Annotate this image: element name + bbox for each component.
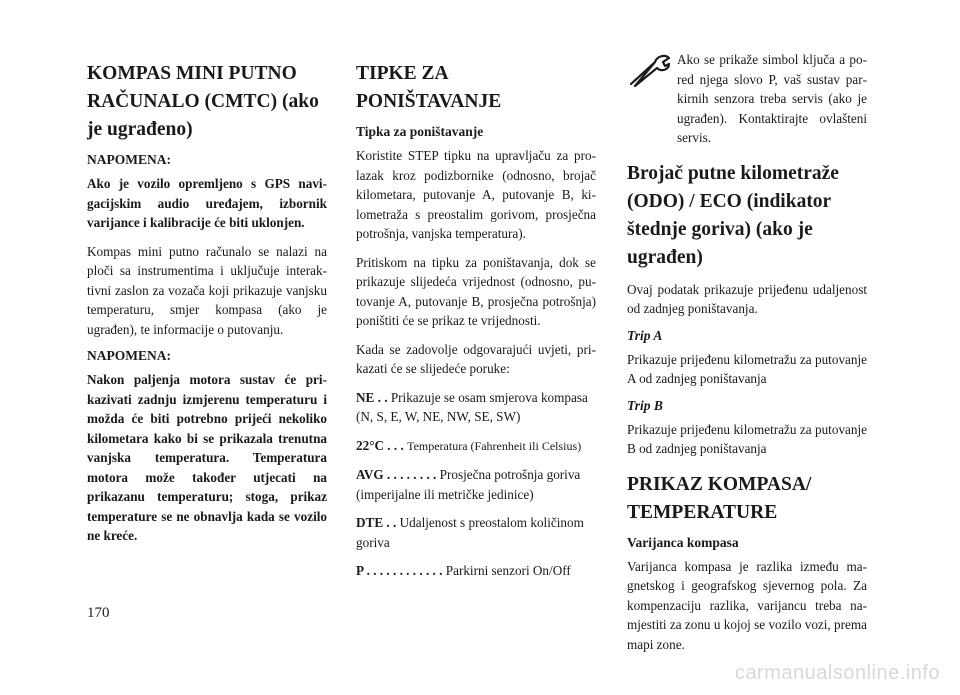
note-label: NAPOMENA: bbox=[87, 152, 171, 167]
body-paragraph: Pritiskom na tipku za poništavanja, dok se prikazuje slijedeća vrijednost (odnosno, putovanje A, putovanje B, prosječna potrošnja) poništiti će se prikaz te vrijednosti. bbox=[356, 254, 596, 328]
message-entry bbox=[356, 561, 596, 581]
message-code: P . . . . . . . . . . . . bbox=[356, 563, 446, 578]
section-title-odo: Brojač putne kilometraže (ODO) / ECO (indikator štednje goriva) (ako je ugrađen) bbox=[627, 162, 839, 268]
message-entry bbox=[356, 465, 596, 504]
body-paragraph: Ovaj podatak prikazuje prijeđenu udaljenost od zadnjeg poništavanja. bbox=[627, 281, 867, 316]
wrench-note-text: Ako se prikaže simbol ključa a pored njega slovo P, vaš sustav parkirnih senzora treba servis (ako je ugrađen). Kontaktirajte ovlašteni servis. bbox=[677, 52, 867, 145]
message-entry bbox=[356, 436, 596, 457]
column-middle bbox=[356, 56, 596, 590]
trip-b-text: Prikazuje prijeđenu kilometražu za putovanje B od zadnjeg poništavanja bbox=[627, 421, 867, 456]
section-title-cmtc: KOMPAS MINI PUTNO RAČUNALO (CMTC) (ako je ugrađeno) bbox=[87, 63, 319, 140]
watermark: carmanualsonline.info bbox=[734, 662, 940, 684]
message-text: Temperatura (Fahrenheit ili Celsius) bbox=[407, 438, 582, 453]
trip-a-text: Prikazuje prijeđenu kilometražu za putovanje A od zadnjeg poništavanja bbox=[627, 351, 867, 386]
note-label: NAPOMENA: bbox=[87, 348, 171, 363]
wrench-note bbox=[627, 50, 867, 148]
section-title-reset-buttons: TIPKE ZA PONIŠTAVANJE bbox=[356, 63, 502, 112]
message-entry bbox=[356, 513, 596, 552]
body-paragraph: Kompas mini putno računalo se nalazi na ploči sa instrumentima i uključuje interaktivni zaslon za vozača koji prikazuje vanjsku temperaturu, smjer kompasa (ako je ugrađen), te informacije o putovanju. bbox=[87, 243, 327, 337]
page-number: 170 bbox=[87, 605, 110, 621]
trip-a-label: Trip A bbox=[627, 327, 663, 343]
message-text: Prosječna potrošnja goriva (imperijalne ili metričke jedinice) bbox=[356, 467, 581, 502]
wrench-icon bbox=[627, 52, 673, 88]
message-text: Parkirni senzori On/Off bbox=[445, 563, 571, 578]
body-paragraph: Varijanca kompasa je razlika između magnetskog i geografskog sjevernog pola. Za kompenzaciju razlika, varijancu treba namjestiti za zonu u kojoj se vozilo vozi, prema mapi zone. bbox=[627, 558, 867, 652]
body-paragraph: Koristite STEP tipku na upravljaču za prolazak kroz podizbornike (odnosno, brojač kilometara, putovanje A, putovanje B, kilometraža s preostalim gorivom, prosječna potrošnja, vanjska temperatura). bbox=[356, 148, 596, 241]
message-text: Udaljenost s preostalom količinom goriva bbox=[356, 515, 584, 550]
message-entry bbox=[356, 388, 596, 427]
message-code: AVG . . . . . . . . bbox=[356, 467, 440, 482]
note-text: Nakon paljenja motora sustav će prikazivati zadnju izmjerenu temperaturu i možda će biti potrebno prijeći nekoliko kilometara kako bi se prikazala trenutna vanjska temperatura. Temperatura motora može također utjecati na prikazanu temperaturu; stoga, prikaz temperature se ne obnavlja kada se vozilo ne kreće. bbox=[87, 372, 327, 543]
message-text: Prikazuje se osam smjerova kompasa (N, S, E, W, NE, NW, SE, SW) bbox=[356, 389, 588, 424]
message-code: 22°C . . . bbox=[356, 437, 408, 453]
body-paragraph: Kada se zadovolje odgovarajući uvjeti, prikazati će se slijedeće poruke: bbox=[356, 341, 596, 376]
subsection-title: Varijanca kompasa bbox=[627, 534, 739, 550]
trip-b-label: Trip B bbox=[627, 397, 663, 413]
message-code: NE . . bbox=[356, 389, 391, 405]
column-right bbox=[627, 50, 867, 663]
subsection-title: Tipka za poništavanje bbox=[356, 124, 484, 139]
section-title-compass: PRIKAZ KOMPASA/ TEMPERATURE bbox=[627, 473, 812, 523]
column-left bbox=[87, 56, 327, 555]
note-text: Ako je vozilo opremljeno s GPS navigacijskim audio uređajem, izbornik varijance i kalibracije će biti uklonjen. bbox=[87, 176, 327, 230]
message-code: DTE . . bbox=[356, 515, 400, 530]
